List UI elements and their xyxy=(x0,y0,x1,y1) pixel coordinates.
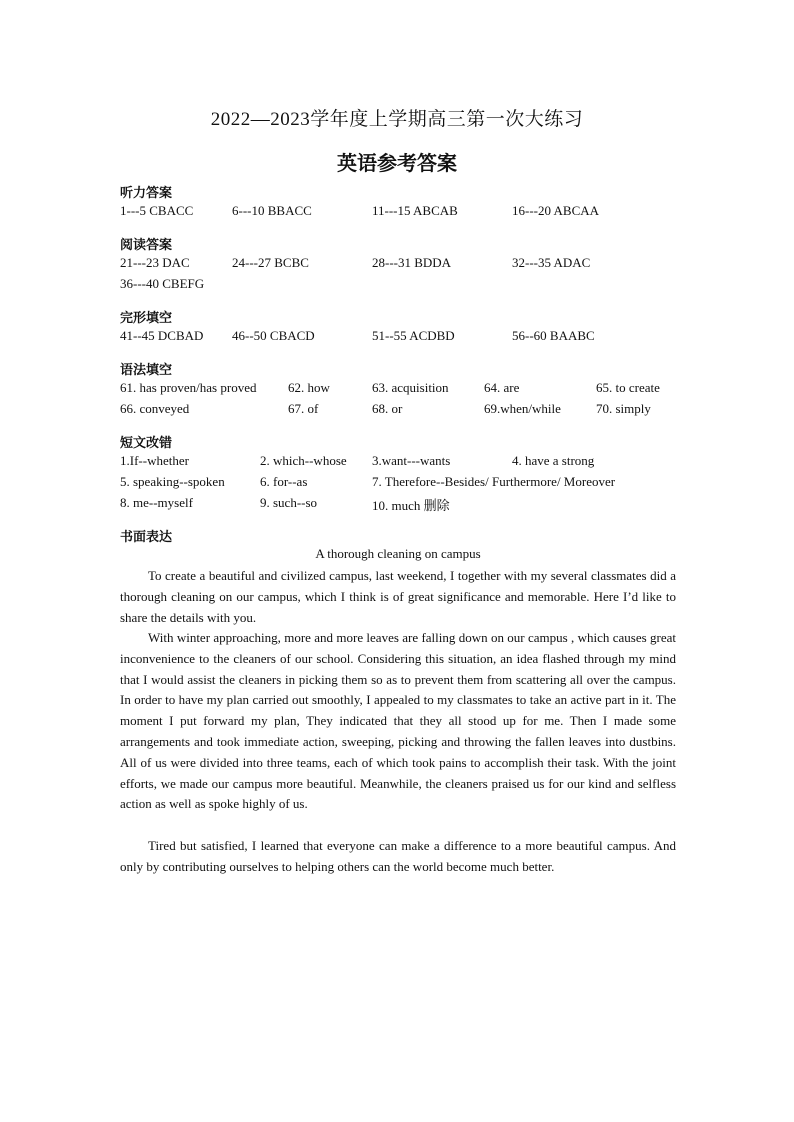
answer-item: 67. of xyxy=(288,401,319,416)
grammar-answers-row xyxy=(120,380,690,400)
answer-item: 4. have a strong xyxy=(512,453,595,468)
grammar-heading: 语法填空 xyxy=(120,363,173,378)
answer-item: 70. simply xyxy=(596,401,651,416)
correction-answers-row xyxy=(120,474,690,494)
answer-item: 16---20 ABCAA xyxy=(512,203,600,218)
essay-paragraph: Tired but satisfied, I learned that everyone can make a difference to a more beautiful campus. And only by contributing ourselves to helping others can the world become much better. xyxy=(120,838,676,874)
answer-key-title: 英语参考答案 xyxy=(337,151,457,175)
answer-item: 21---23 DAC xyxy=(120,255,190,270)
exam-title: 2022—2023学年度上学期高三第一次大练习 xyxy=(210,109,584,130)
reading-answers-row xyxy=(120,255,690,275)
reading-answers-row xyxy=(120,276,690,296)
cloze-answers-row xyxy=(120,328,690,348)
answer-item: 1.If--whether xyxy=(120,453,189,468)
listening-answers-row xyxy=(120,203,690,223)
answer-item: 6. for--as xyxy=(260,474,308,489)
correction-answers-row xyxy=(120,495,690,515)
answer-item: 8. me--myself xyxy=(120,495,193,510)
answer-item: 7. Therefore--Besides/ Furthermore/ Moreover xyxy=(372,474,616,489)
listening-heading: 听力答案 xyxy=(120,186,173,201)
answer-item: 46--50 CBACD xyxy=(232,328,315,343)
answer-item: 32---35 ADAC xyxy=(512,255,591,270)
answer-item: 56--60 BAABC xyxy=(512,328,595,343)
answer-item: 11---15 ABCAB xyxy=(372,203,458,218)
answer-item: 61. has proven/has proved xyxy=(120,380,257,395)
answer-item: 68. or xyxy=(372,401,403,416)
answer-item: 69.when/while xyxy=(484,401,561,416)
answer-item: 62. how xyxy=(288,380,330,395)
answer-item: 63. acquisition xyxy=(372,380,449,395)
answer-item: 65. to create xyxy=(596,380,660,395)
answer-item: 28---31 BDDA xyxy=(372,255,452,270)
answer-item: 64. are xyxy=(484,380,520,395)
essay-paragraph: To create a beautiful and civilized campus, last weekend, I together with my several classmates did a thorough cleaning on our campus, which I think is of great significance and memorable. Here I’d like to share the details with you. xyxy=(120,568,676,625)
grammar-answers-row xyxy=(120,401,690,421)
answer-item: 6---10 BBACC xyxy=(232,203,312,218)
essay-title: A thorough cleaning on campus xyxy=(315,546,481,561)
essay-paragraph: With winter approaching, more and more leaves are falling down on our campus , which causes great inconvenience to the cleaners of our school. Considering this situation, an idea flashed through my mind that I would assist the cleaners in picking them so as to prevent them from scattering all over the campus. In order to have my plan carried out smoothly, I appealed to my classmates to take an active part in it. The moment I put forward my plan, They indicated that they all stood up for me. Then I made some arrangements and took immediate action, sweeping, picking and throwing the fallen leaves into dustbins. All of us were divided into three teams, each of which took pains to accomplish their task. With the joint efforts, we made our campus more beautiful. Meanwhile, the cleaners praised us for our kind and selfless action as well as spoke highly of us. xyxy=(120,630,676,812)
reading-heading: 阅读答案 xyxy=(120,238,173,253)
answer-item: 2. which--whose xyxy=(260,453,347,468)
answer-item: 9. such--so xyxy=(260,495,318,510)
answer-item: 41--45 DCBAD xyxy=(120,328,204,343)
answer-item: 24---27 BCBC xyxy=(232,255,309,270)
answer-item: 10. much 删除 xyxy=(372,498,450,513)
answer-item: 36---40 CBEFG xyxy=(120,276,205,291)
answer-item: 1---5 CBACC xyxy=(120,203,194,218)
answer-item: 51--55 ACDBD xyxy=(372,328,455,343)
writing-heading: 书面表达 xyxy=(120,530,173,545)
answer-item: 3.want---wants xyxy=(372,453,451,468)
cloze-heading: 完形填空 xyxy=(120,311,173,326)
answer-item: 5. speaking--spoken xyxy=(120,474,225,489)
correction-heading: 短文改错 xyxy=(120,436,173,451)
correction-answers-row xyxy=(120,453,690,473)
answer-item: 66. conveyed xyxy=(120,401,190,416)
